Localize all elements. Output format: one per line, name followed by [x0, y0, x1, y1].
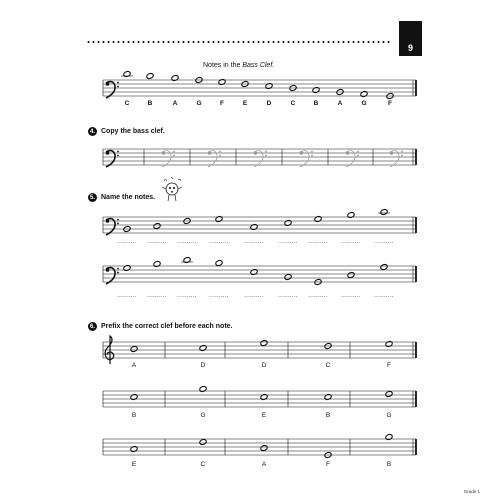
ex6-note-letter: F: [387, 362, 391, 369]
intro-note-letter: G: [361, 100, 367, 107]
page-footer: Grade 1: [463, 489, 480, 494]
ex5-title: Name the notes.: [101, 194, 156, 201]
intro-note-letter: D: [266, 100, 272, 107]
intro-note-letter: A: [172, 100, 178, 107]
ex6-note-letter: A: [261, 461, 267, 468]
intro-note-letter: C: [290, 100, 296, 107]
ex6-number-badge: 6.: [89, 323, 95, 330]
ex6-note-letter: E: [261, 412, 267, 419]
ex6-note-letter: C: [325, 362, 331, 369]
intro-note-letter: F: [220, 100, 224, 107]
ex6-note-letter: A: [131, 362, 137, 369]
ex4-number-badge: 4.: [89, 128, 95, 135]
name-blank-1-2: ..........: [147, 239, 167, 245]
intro-note-letter: F: [388, 100, 392, 107]
name-blank-2-4: ..........: [209, 293, 229, 299]
name-blank-1-8: ..........: [341, 239, 361, 245]
intro-heading-italic: Bass Clef.: [242, 62, 275, 69]
ex6-note-letter: C: [200, 461, 206, 468]
ex6-note-letter: B: [131, 412, 137, 419]
intro-note-letter: A: [337, 100, 343, 107]
name-blank-1-5: ..........: [244, 239, 264, 245]
name-blank-1-4: ..........: [209, 239, 229, 245]
whole-note: [385, 434, 393, 441]
name-blank-1-6: ..........: [278, 239, 298, 245]
ex6-note-letter: F: [326, 461, 330, 468]
whole-note: [199, 439, 207, 446]
ex6-title: Prefix the correct clef before each note.: [101, 323, 233, 330]
ex6-note-letter: B: [325, 412, 331, 419]
ex6-note-letter: G: [386, 412, 392, 419]
intro-heading-text: Notes in the: [203, 62, 243, 69]
name-blank-2-3: ..........: [177, 293, 197, 299]
whole-note: [130, 446, 138, 453]
name-blank-1-3: ..........: [177, 239, 197, 245]
ex5-number-badge: 5.: [89, 194, 95, 201]
name-blank-2-2: ..........: [147, 293, 167, 299]
intro-note-letter: E: [242, 100, 248, 107]
name-blank-2-7: ..........: [308, 293, 328, 299]
name-blank-1-9: ..........: [374, 239, 394, 245]
ex6-note-letter: D: [200, 362, 206, 369]
name-blank-2-5: ..........: [244, 293, 264, 299]
name-blank-2-9: ..........: [374, 293, 394, 299]
whole-note: [260, 445, 268, 452]
name-blank-2-8: ..........: [341, 293, 361, 299]
ex6-note-letter: D: [261, 362, 267, 369]
name-blank-2-1: ..........: [117, 293, 137, 299]
intro-note-letter: G: [196, 100, 202, 107]
intro-note-letter: C: [124, 100, 130, 107]
name-blank-2-6: ..........: [278, 293, 298, 299]
intro-note-letter: B: [313, 100, 319, 107]
name-blank-1-1: ..........: [117, 239, 137, 245]
ex6-note-letter: E: [131, 461, 137, 468]
ex4-title: Copy the bass clef.: [101, 128, 165, 135]
name-blank-1-7: ..........: [308, 239, 328, 245]
intro-note-letter: B: [147, 100, 153, 107]
ex6-note-letter: G: [200, 412, 206, 419]
page-number: 9: [407, 43, 413, 53]
ex6-note-letter: B: [386, 461, 392, 468]
